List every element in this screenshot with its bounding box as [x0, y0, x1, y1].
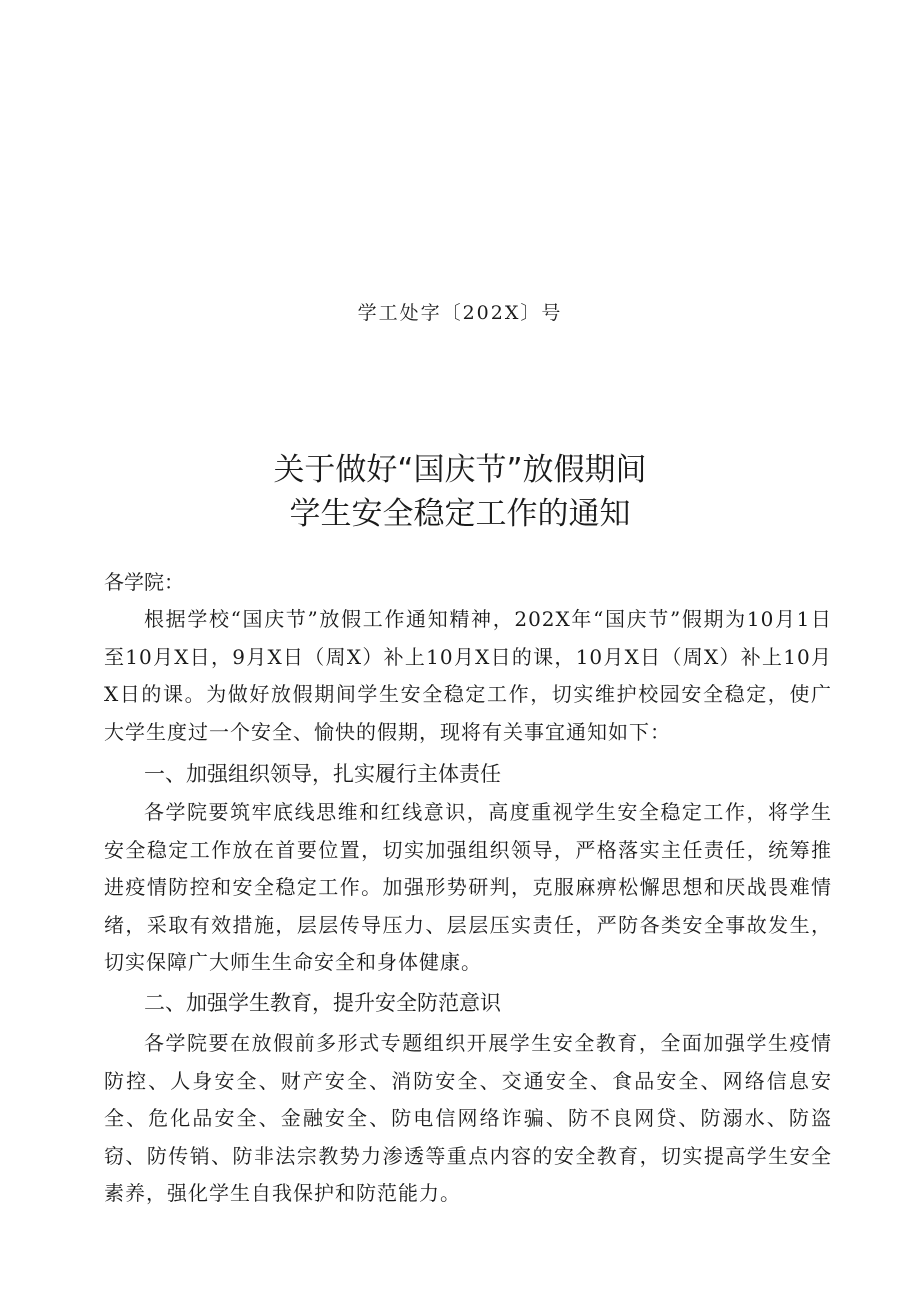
document-title: [0, 448, 920, 536]
salutation: 各学院：: [104, 570, 184, 594]
document-number: 学工处字〔202X〕号: [357, 302, 563, 324]
section-1-heading: 一、加强组织领导，扎实履行主体责任: [144, 762, 501, 786]
document-title-line-2: 学生安全稳定工作的通知: [289, 496, 631, 532]
section-2-paragraph: 各学院要在放假前多形式专题组织开展学生安全教育，全面加强学生疫情防控、人身安全、财产安全、消防安全、交通安全、食品安全、网络信息安全、危化品安全、金融安全、防电信网络诈骗、防不良网贷、防溺水、防盗窃、防传销、防非法宗教势力渗透等重点内容的安全教育，切实提高学生安全素养，强化学生自我保护和防范能力。: [104, 1031, 832, 1205]
section-1-paragraph: 各学院要筑牢底线思维和红线意识，高度重视学生安全稳定工作，将学生安全稳定工作放在首要位置，切实加强组织领导，严格落实主任责任，统筹推进疫情防控和安全稳定工作。加强形势研判，克服麻痹松懈思想和厌战畏难情绪，采取有效措施，层层传导压力、层层压实责任，严防各类安全事故发生，切实保障广大师生生命安全和身体健康。: [104, 800, 832, 974]
section-2-heading: 二、加强学生教育，提升安全防范意识: [144, 991, 501, 1015]
intro-paragraph: 根据学校“国庆节”放假工作通知精神，202X年“国庆节”假期为10月1日至10月X日，9月X日（周X）补上10月X日的课，10月X日（周X）补上10月X日的课。为做好放假期间学生安全稳定工作，切实维护校园安全稳定，使广大学生度过一个安全、愉快的假期，现将有关事宜通知如下：: [104, 607, 832, 744]
document-title-line-1: 关于做好“国庆节”放假期间: [273, 452, 647, 488]
